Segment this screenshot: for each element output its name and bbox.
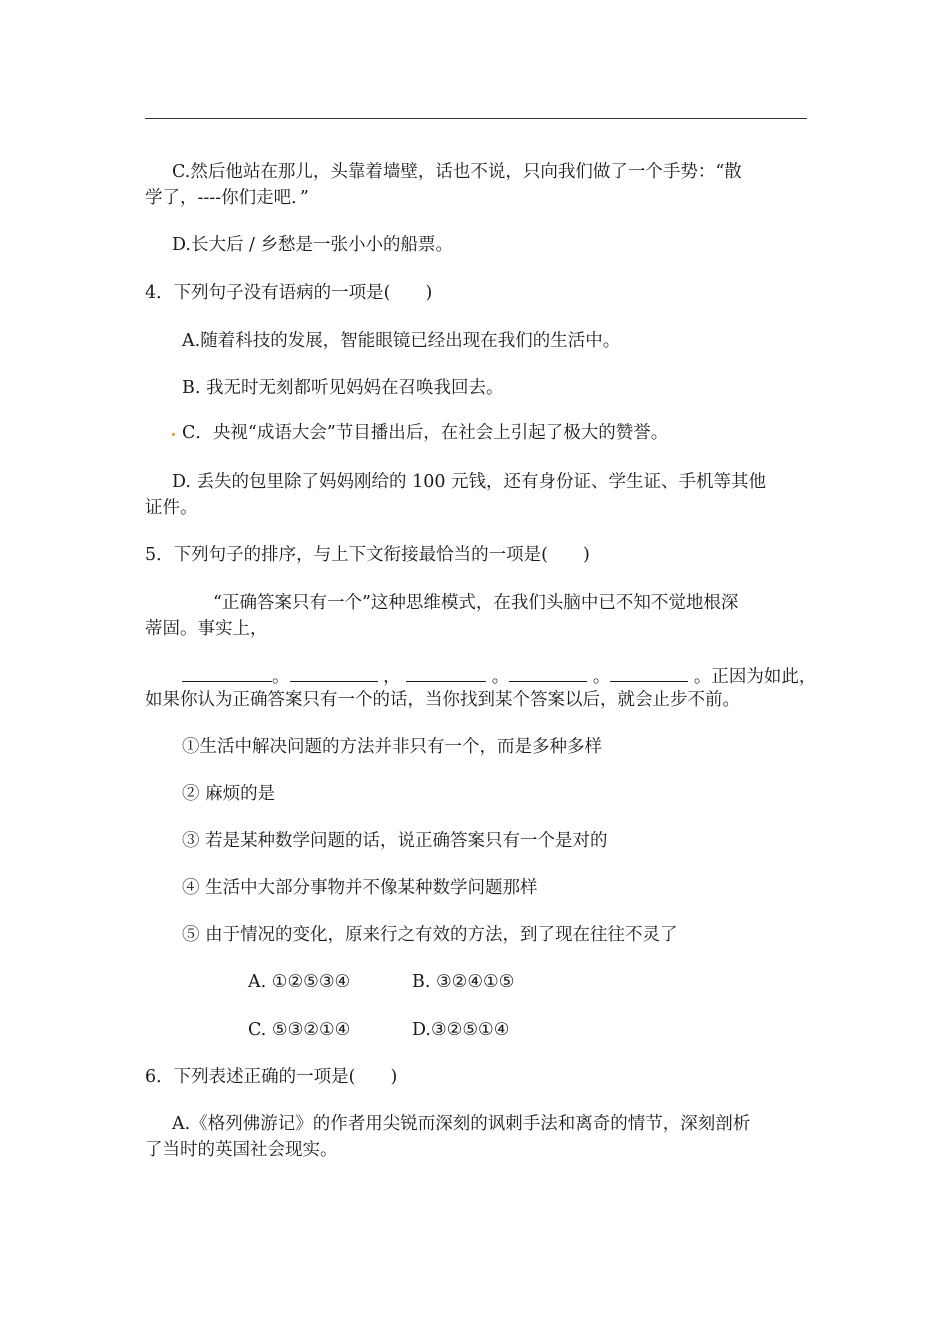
- q5-passage-line1: “正确答案只有一个”这种思维模式，在我们头脑中已不知不觉地根深: [213, 593, 739, 613]
- q6-option-a-line1: A.《格列佛游记》的作者用尖锐而深刻的讽刺手法和离奇的情节，深刻剖析: [172, 1114, 751, 1134]
- q5-item-2: ② 麻烦的是: [182, 784, 276, 804]
- q4-option-b: B. 我无时无刻都听见妈妈在召唤我回去。: [182, 378, 504, 398]
- blank-2[interactable]: [290, 663, 378, 682]
- blank-sep: 。: [592, 667, 611, 687]
- q5-item-4: ④ 生活中大部分事物并不像某种数学问题那样: [182, 878, 538, 898]
- blank-5[interactable]: [610, 663, 688, 682]
- q6-option-a-line2: 了当时的英国社会现实。: [145, 1140, 338, 1160]
- q4-option-d-line1: D. 丢失的包里除了妈妈刚给的 100 元钱，还有身份证、学生证、手机等其他: [172, 472, 767, 492]
- q5-option-a: A. ①②⑤③④: [248, 972, 351, 992]
- q5-item-5: ⑤ 由于情况的变化，原来行之有效的方法，到了现在往往不灵了: [182, 925, 678, 945]
- q6-stem: 6．下列表述正确的一项是( ): [145, 1067, 398, 1087]
- q4-stem: 4．下列句子没有语病的一项是( ): [145, 283, 433, 303]
- q5-passage-line4: 如果你认为正确答案只有一个的话，当你找到某个答案以后，就会止步不前。: [145, 690, 740, 710]
- q5-option-d: D.③②⑤①④: [412, 1020, 510, 1040]
- q4-option-c: C．央视“成语大会”节目播出后，在社会上引起了极大的赞誉。: [182, 423, 669, 443]
- header-rule: [145, 118, 807, 119]
- q5-blanks-line: [182, 663, 816, 689]
- q5-item-3: ③ 若是某种数学问题的话，说正确答案只有一个是对的: [182, 831, 608, 851]
- q5-passage-continuation: 正因为如此，: [711, 667, 817, 687]
- blank-sep: ，: [383, 667, 401, 687]
- blank-sep: 。: [491, 667, 510, 687]
- q4-option-a: A.随着科技的发展，智能眼镜已经出现在我们的生活中。: [182, 331, 621, 351]
- q3-option-d: D.长大后 / 乡愁是一张小小的船票。: [172, 235, 453, 255]
- q5-item-1: ①生活中解决问题的方法并非只有一个，而是多种多样: [182, 737, 602, 757]
- blank-1[interactable]: [182, 663, 272, 682]
- blank-sep: 。: [693, 667, 712, 687]
- q3-option-c-line2: 学了，----你们走吧．”: [145, 188, 309, 208]
- q4-option-d-line2: 证件。: [145, 498, 198, 518]
- blank-4[interactable]: [509, 663, 587, 682]
- q5-option-b: B. ③②④①⑤: [412, 972, 515, 992]
- blank-3[interactable]: [406, 663, 486, 682]
- q3-option-c-line1: C.然后他站在那儿，头靠着墙壁，话也不说，只向我们做了一个手势：“散: [172, 162, 742, 182]
- q5-passage-line2: 蒂固。事实上，: [145, 619, 268, 639]
- q5-option-c: C. ⑤③②①④: [248, 1020, 351, 1040]
- blank-sep: 。: [272, 667, 290, 687]
- marker-dot: [172, 433, 175, 436]
- q5-stem: 5．下列句子的排序，与上下文衔接最恰当的一项是( ): [145, 545, 590, 565]
